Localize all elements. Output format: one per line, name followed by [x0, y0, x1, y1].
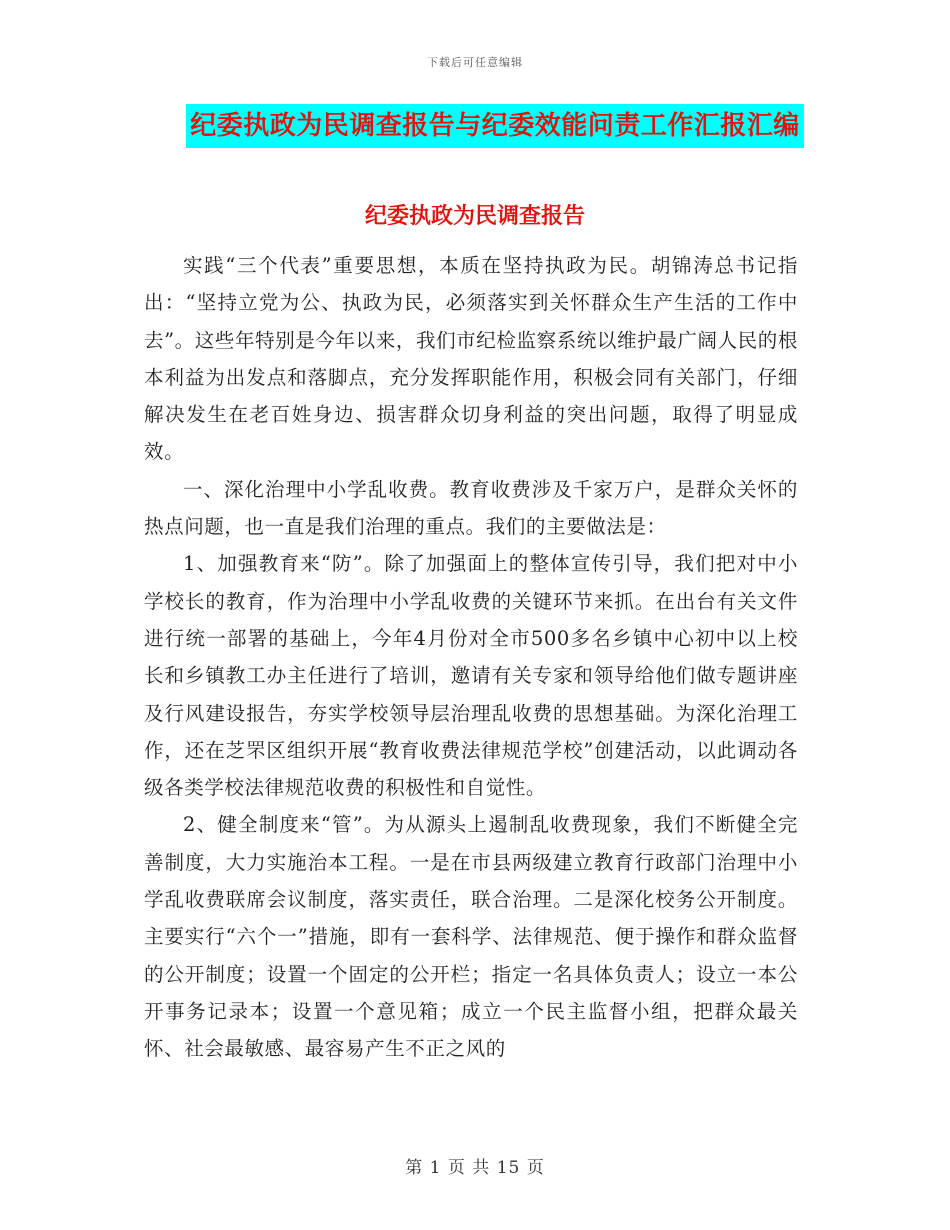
paragraph-point-two: 2、健全制度来“管”。为从源头上遏制乱收费现象，我们不断健全完善制度，大力实施治本工程。一是在市县两级建立教育行政部门治理中小学乱收费联席会议制度，落实责任，联合治理。二是深化校务公开制度。主要实行“六个一”措施，即有一套科学、法律规范、便于操作和群众监督的公开制度；设置一个固定的公开栏；指定一名具体负责人；设立一本公开事务记录本；设置一个意见箱；成立一个民主监督小组，把群众最关怀、社会最敏感、最容易产生不正之风的: [144, 813, 798, 1061]
document-title: 纪委执政为民调查报告与纪委效能问责工作汇报汇编: [186, 104, 804, 148]
section-title: 纪委执政为民调查报告: [364, 203, 585, 229]
document-body: [144, 247, 798, 1068]
paragraph-point-one: 1、加强教育来“防”。除了加强面上的整体宣传引导，我们把对中小学校长的教育，作为治理中小学乱收费的关键环节来抓。在出台有关文件进行统一部署的基础上，今年4月份对全市500多名乡镇中心初中以上校长和乡镇教工办主任进行了培训，邀请有关专家和领导给他们做专题讲座及行风建设报告，夯实学校领导层治理乱收费的思想基础。为深化治理工作，还在芝罘区组织开展“教育收费法律规范学校”创建活动，以此调动各级各类学校法律规范收费的积极性和自觉性。: [144, 552, 798, 800]
page-number: 第 1 页 共 15 页: [405, 1158, 545, 1178]
page-header-note: 下载后可任意编辑: [427, 56, 523, 69]
paragraph-section-one: 一、深化治理中小学乱收费。教育收费涉及千家万户，是群众关怀的热点问题，也一直是我们治理的重点。我们的主要做法是：: [144, 477, 798, 539]
paragraph-intro: 实践“三个代表”重要思想，本质在坚持执政为民。胡锦涛总书记指出：“坚持立党为公、执政为民，必须落实到关怀群众生产生活的工作中去”。这些年特别是今年以来，我们市纪检监察系统以维护最广阔人民的根本利益为出发点和落脚点，充分发挥职能作用，积极会同有关部门，仔细解决发生在老百姓身边、损害群众切身利益的突出问题，取得了明显成效。: [144, 254, 798, 464]
document-title-container: [0, 104, 950, 148]
